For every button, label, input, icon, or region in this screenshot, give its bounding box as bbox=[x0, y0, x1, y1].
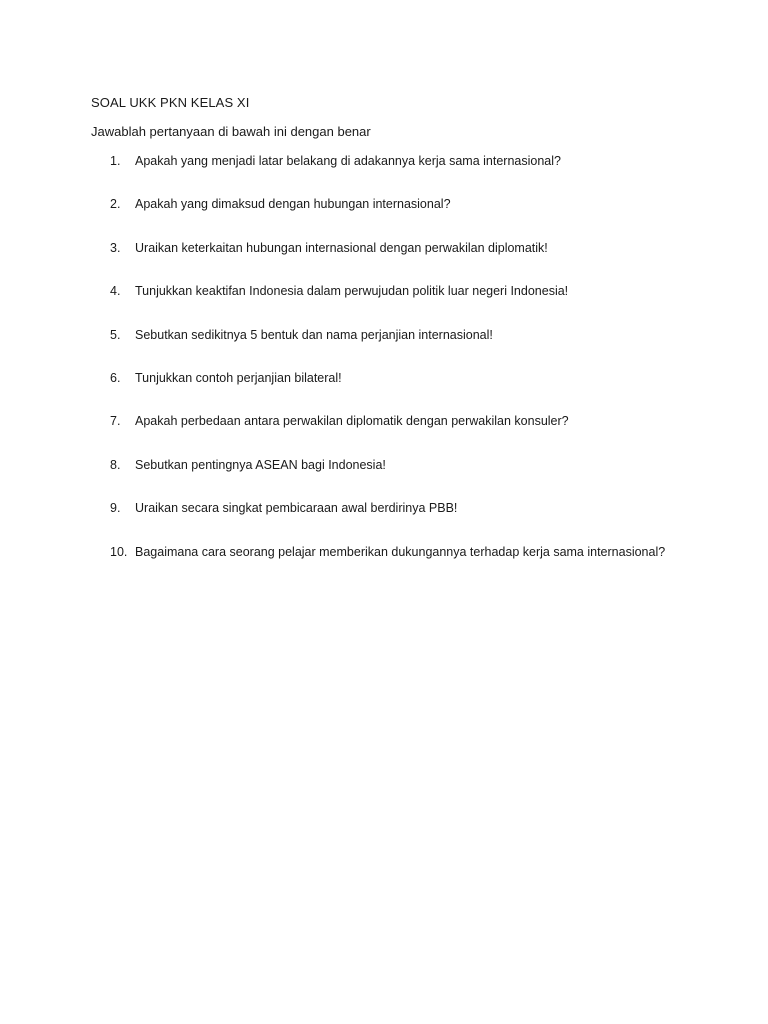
question-number: 7. bbox=[110, 414, 121, 429]
question-number: 3. bbox=[110, 240, 121, 255]
question-item bbox=[110, 240, 750, 283]
question-text: Apakah yang dimaksud dengan hubungan internasional? bbox=[135, 197, 451, 212]
question-text: Uraikan secara singkat pembicaraan awal berdirinya PBB! bbox=[135, 501, 458, 516]
question-item bbox=[110, 457, 750, 500]
question-item bbox=[110, 370, 750, 413]
question-item bbox=[110, 544, 750, 587]
question-text: Tunjukkan contoh perjanjian bilateral! bbox=[135, 370, 342, 385]
document-title: SOAL UKK PKN KELAS XI bbox=[91, 95, 250, 110]
question-item bbox=[110, 196, 750, 239]
question-text: Uraikan keterkaitan hubungan internasional dengan perwakilan diplomatik! bbox=[135, 240, 548, 255]
question-number: 6. bbox=[110, 370, 121, 385]
question-text: Bagaimana cara seorang pelajar memberikan dukungannya terhadap kerja sama internasional? bbox=[135, 544, 666, 559]
question-item bbox=[110, 327, 750, 370]
instruction-text: Jawablah pertanyaan di bawah ini dengan benar bbox=[91, 124, 371, 139]
question-text: Tunjukkan keaktifan Indonesia dalam perwujudan politik luar negeri Indonesia! bbox=[135, 284, 569, 299]
question-number: 9. bbox=[110, 501, 121, 516]
question-item bbox=[110, 500, 750, 543]
question-number: 1. bbox=[110, 154, 121, 168]
question-list bbox=[110, 153, 750, 587]
question-text: Apakah perbedaan antara perwakilan diplomatik dengan perwakilan konsuler? bbox=[135, 414, 569, 429]
question-number: 5. bbox=[110, 327, 121, 342]
question-number: 2. bbox=[110, 197, 121, 212]
question-number: 10. bbox=[110, 544, 128, 559]
question-number: 4. bbox=[110, 284, 121, 299]
question-text: Apakah yang menjadi latar belakang di adakannya kerja sama internasional? bbox=[135, 154, 561, 168]
question-text: Sebutkan pentingnya ASEAN bagi Indonesia! bbox=[135, 457, 386, 472]
question-item bbox=[110, 283, 750, 326]
question-text: Sebutkan sedikitnya 5 bentuk dan nama perjanjian internasional! bbox=[135, 327, 493, 342]
question-number: 8. bbox=[110, 457, 121, 472]
question-item bbox=[110, 153, 750, 196]
question-item bbox=[110, 413, 750, 456]
